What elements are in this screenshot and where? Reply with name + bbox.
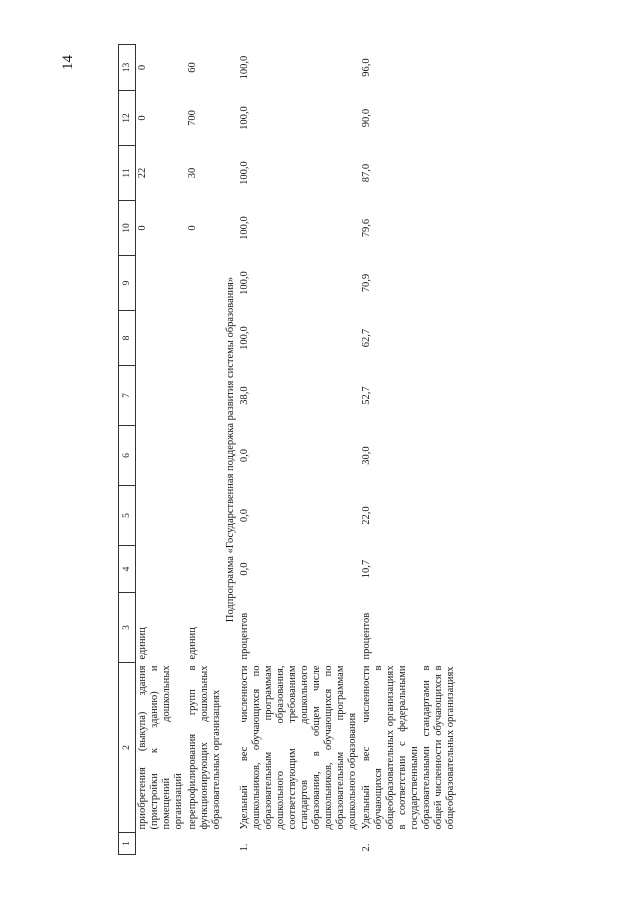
indicator-name: перепрофилирования групп в функционирующих дошкольных образовательных организациях: [187, 665, 222, 830]
value-cell: 0,0: [239, 508, 250, 523]
col-header: 5: [119, 486, 136, 546]
col-header: 6: [119, 426, 136, 486]
value-cell: 96,0: [361, 58, 372, 77]
value-cell: [136, 256, 187, 311]
value-cell: [136, 486, 187, 546]
rotated-table-container: [118, 55, 523, 855]
col-header: 3: [119, 593, 136, 663]
value-cell: 100,0: [239, 216, 250, 240]
value-cell: 10,7: [361, 559, 372, 579]
value-cell: [136, 311, 187, 366]
value-cell: [136, 366, 187, 426]
indicator-name: Удельный вес численности дошкольников, обучающихся по образовательным программам дошкольного образования, соответствующим требованиям стандартов дошкольного образования, в общем числе дошкольников, обучающихся по образовательным программам дошкольного образования: [239, 665, 358, 830]
row-number: [186, 833, 224, 855]
unit: единиц: [137, 627, 148, 660]
value-cell: 0: [137, 225, 148, 231]
value-cell: 100,0: [239, 161, 250, 185]
value-cell: 30,0: [361, 446, 372, 465]
col-header: 9: [119, 256, 136, 311]
subprogram-title: Подпрограмма «Государственная поддержка развития системы образования»: [225, 276, 236, 623]
col-header: 8: [119, 311, 136, 366]
col-header: 7: [119, 366, 136, 426]
value-cell: 62,7: [361, 328, 372, 348]
col-header: 10: [119, 201, 136, 256]
table-row: [238, 45, 360, 855]
value-cell: 0: [137, 64, 148, 71]
value-cell: 100,0: [239, 106, 250, 130]
indicator-table: [118, 44, 458, 855]
value-cell: [186, 546, 224, 593]
table-row: [186, 45, 224, 855]
col-header: 4: [119, 546, 136, 593]
row-number: [136, 833, 187, 855]
page-number: 14: [60, 55, 76, 70]
value-cell: 100,0: [239, 326, 250, 350]
indicator-name: Удельный вес численности обучающихся в общеобразовательных организациях в соответствии с федеральными государственными образовательными стандартами в общей численности обучающихся в общеобразовательных организациях: [361, 665, 456, 830]
value-cell: 52,7: [361, 386, 372, 405]
value-cell: 22: [137, 167, 148, 179]
col-header: 11: [119, 146, 136, 201]
value-cell: 38,0: [239, 386, 250, 405]
value-cell: [186, 311, 224, 366]
value-cell: 79,6: [361, 218, 372, 238]
value-cell: [136, 426, 187, 486]
value-cell: 0,0: [239, 448, 250, 463]
value-cell: 100,0: [239, 55, 250, 80]
value-cell: [186, 426, 224, 486]
value-cell: [136, 546, 187, 593]
row-number: 2.: [361, 843, 372, 852]
col-header: 12: [119, 91, 136, 146]
value-cell: 0: [137, 115, 148, 121]
value-cell: 30: [187, 167, 198, 179]
value-cell: 100,0: [239, 271, 250, 295]
subprogram-row: [224, 45, 238, 855]
value-cell: 700: [187, 110, 198, 126]
value-cell: [186, 486, 224, 546]
table-row: [360, 45, 458, 855]
row-number: 1.: [239, 843, 250, 852]
value-cell: 87,0: [361, 163, 372, 183]
table-row: [136, 45, 187, 855]
value-cell: 90,0: [361, 108, 372, 128]
col-header: 13: [119, 45, 136, 91]
unit: процентов: [361, 612, 372, 660]
value-cell: 22,0: [361, 506, 372, 525]
unit: процентов: [239, 612, 250, 660]
value-cell: 0: [187, 225, 198, 231]
value-cell: [186, 256, 224, 311]
col-header: 2: [119, 663, 136, 833]
unit: единиц: [187, 627, 198, 660]
value-cell: 70,9: [361, 273, 372, 293]
value-cell: 60: [187, 62, 198, 73]
col-header: 1: [119, 833, 136, 855]
value-cell: 0,0: [239, 562, 250, 576]
header-row: [119, 45, 136, 855]
indicator-name: приобретения (выкупа) здания (пристройки к зданию) и помещений дошкольных организаций: [137, 665, 184, 830]
value-cell: [186, 366, 224, 426]
